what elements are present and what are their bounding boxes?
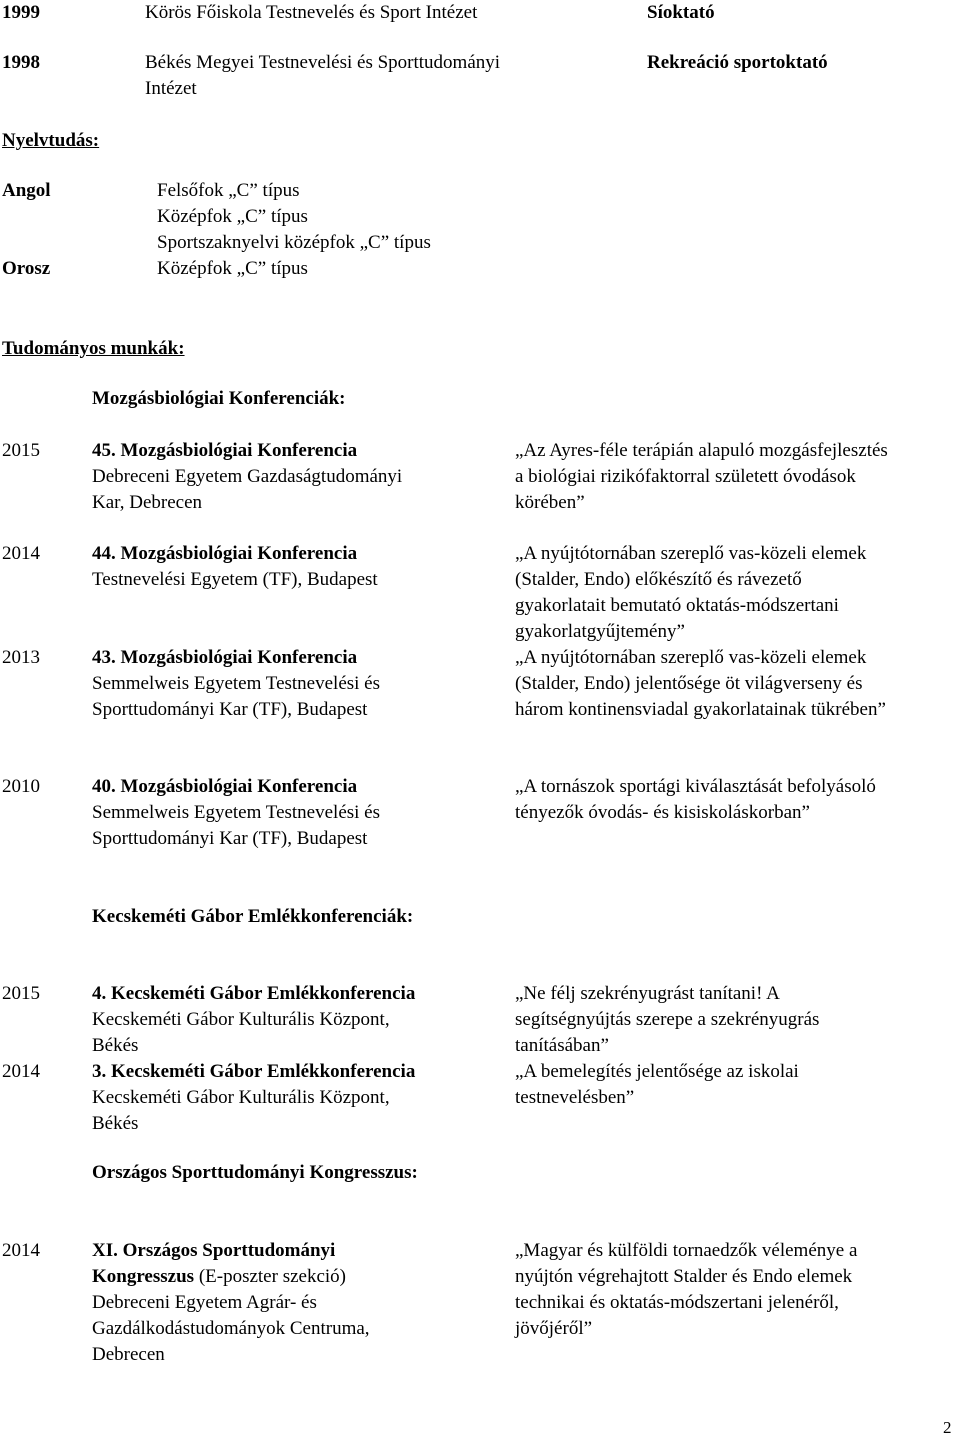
language-name: Orosz xyxy=(2,258,51,279)
edu-institution: Békés Megyei Testnevelési és Sporttudományi Intézet xyxy=(145,52,501,99)
language-levels: Felsőfok „C” típus Középfok „C” típus Sportszaknyelvi középfok „C” típus Középfok „C” típus xyxy=(157,180,431,279)
conference-info: 4. Kecskeméti Gábor Emlékkonferencia Kecskeméti Gábor Kulturális Központ, Békés xyxy=(92,983,416,1056)
conference-info: 3. Kecskeméti Gábor Emlékkonferencia Kecskeméti Gábor Kulturális Központ, Békés xyxy=(92,1061,416,1134)
edu-qualification: Rekreáció sportoktató xyxy=(647,52,828,73)
edu-year: 1999 xyxy=(2,2,40,23)
section-heading: Országos Sporttudományi Kongresszus: xyxy=(92,1162,418,1183)
conference-year: 2014 xyxy=(2,543,40,564)
conference-year: 2015 xyxy=(2,440,40,461)
language-name: Angol xyxy=(2,180,51,201)
edu-institution: Körös Főiskola Testnevelés és Sport Intézet xyxy=(145,2,478,23)
conference-talk: „Ne félj szekrényugrást tanítani! A segítségnyújtás szerepe a szekrényugrás tanításában” xyxy=(515,983,820,1056)
page-number: 2 xyxy=(943,1418,952,1437)
conference-info: 40. Mozgásbiológiai Konferencia Semmelweis Egyetem Testnevelési és Sporttudományi Kar (TF), Budapest xyxy=(92,776,380,849)
section-heading: Mozgásbiológiai Konferenciák: xyxy=(92,388,346,409)
conference-year: 2014 xyxy=(2,1061,40,1082)
conference-year: 2013 xyxy=(2,647,40,668)
conference-talk: „Magyar és külföldi tornaedzők véleménye a nyújtón végrehajtott Stalder és Endo elemek technikai és oktatás-módszertani jelenéről, jövőjéről” xyxy=(515,1240,858,1339)
section-heading: Kecskeméti Gábor Emlékkonferenciák: xyxy=(92,906,414,927)
conference-year: 2014 xyxy=(2,1240,40,1261)
conference-info: XI. Országos Sporttudományi Kongresszus (E-poszter szekció) Debreceni Egyetem Agrár- és Gazdálkodástudományok Centruma, Debrecen xyxy=(92,1240,370,1365)
conference-year: 2015 xyxy=(2,983,40,1004)
edu-year: 1998 xyxy=(2,52,40,73)
conference-info: 44. Mozgásbiológiai Konferencia Testnevelési Egyetem (TF), Budapest xyxy=(92,543,378,590)
conference-talk: „Az Ayres-féle terápián alapuló mozgásfejlesztés a biológiai rizikófaktorral született óvodások körében” xyxy=(515,440,888,513)
conference-year: 2010 xyxy=(2,776,40,797)
research-heading: Tudományos munkák: xyxy=(2,338,185,359)
languages-heading: Nyelvtudás: xyxy=(2,130,100,151)
conference-info: 45. Mozgásbiológiai Konferencia Debreceni Egyetem Gazdaságtudományi Kar, Debrecen xyxy=(92,440,403,513)
conference-talk: „A nyújtótornában szereplő vas-közeli elemek (Stalder, Endo) előkészítő és rávezető gyakorlatait bemutató oktatás-módszertani gyakorlatgyűjtemény” xyxy=(515,543,867,642)
conference-talk: „A nyújtótornában szereplő vas-közeli elemek (Stalder, Endo) jelentősége öt világverseny és három kontinensviadal gyakorlatainak tükrében” xyxy=(515,647,886,720)
conference-talk: „A tornászok sportági kiválasztását befolyásoló tényezők óvodás- és kisiskoláskorban” xyxy=(515,776,876,823)
conference-info: 43. Mozgásbiológiai Konferencia Semmelweis Egyetem Testnevelési és Sporttudományi Kar (TF), Budapest xyxy=(92,647,380,720)
edu-qualification: Síoktató xyxy=(647,2,715,23)
conference-talk: „A bemelegítés jelentősége az iskolai testnevelésben” xyxy=(515,1061,799,1108)
